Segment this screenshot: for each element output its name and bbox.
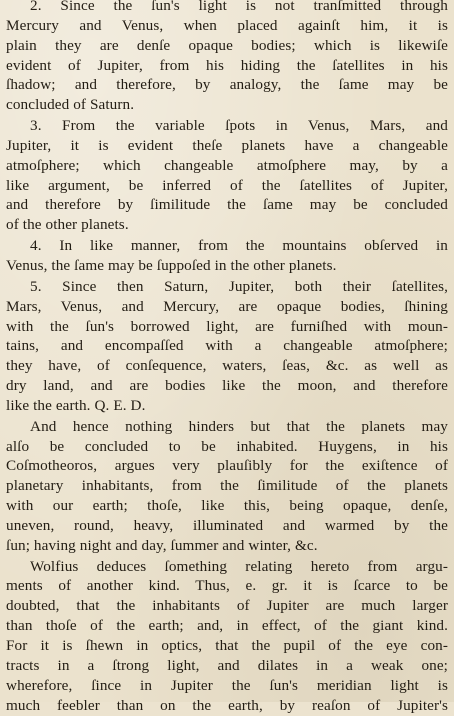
- text-line: and therefore by ſimilitude the ſame may be concluded: [6, 196, 448, 214]
- paragraph-5: [6, 277, 448, 416]
- text-line: doubted, that the inhabitants of Jupiter are much larger: [6, 597, 448, 615]
- paragraph-huygens: [6, 417, 448, 556]
- text-line: Coſmotheoros, argues very plauſibly for the exiſtence of: [6, 457, 448, 475]
- text-line: evident of Jupiter, from his hiding the ſatellites in his: [6, 56, 448, 74]
- text-line: like argument, be inferred of the ſatellites of Jupiter,: [6, 176, 448, 194]
- text-line: Wolfius deduces ſomething relating hereto from argu-: [30, 557, 448, 575]
- text-line: 3. From the variable ſpots in Venus, Mars, and: [30, 117, 448, 135]
- text-line: 2. Since the ſun's light is not tranſmitted through: [30, 0, 448, 14]
- text-line: For it is ſhewn in optics, that the pupil of the eye con-: [6, 637, 448, 654]
- text-line: than thoſe of the earth; and, in effect, of the giant kind.: [6, 617, 448, 635]
- text-line: ſun; having night and day, ſummer and winter, &c.: [6, 536, 318, 554]
- paragraph-4: [6, 236, 448, 276]
- text-line: Jupiter, it is evident theſe planets have a changeable: [6, 136, 448, 154]
- text-line: 4. In like manner, from the mountains obſerved in: [30, 237, 448, 255]
- text-line: planetary inhabitants, from the ſimilitude of the planets: [6, 477, 448, 495]
- text-line: Mercury and Venus, when placed againſt him, it is: [6, 16, 448, 34]
- text-line: tains, and encompaſſed with a changeable atmoſphere;: [6, 337, 448, 355]
- text-line: dry land, and are bodies like the moon, and therefore: [6, 377, 448, 395]
- text-line: tracts in a ſtrong light, and dilates in a weak one;: [6, 656, 448, 674]
- text-line: wherefore, ſince in Jupiter the ſun's meridian light is: [6, 676, 448, 694]
- text-line: concluded of Saturn.: [6, 96, 135, 114]
- text-line: much feebler than on the earth, by reaſon of Jupiter's: [6, 696, 448, 714]
- paragraph-3: [6, 116, 448, 235]
- text-line: plain they are denſe opaque bodies; which is likewiſe: [6, 36, 448, 54]
- text-line: 5. Since then Saturn, Jupiter, both their ſatellites,: [30, 277, 448, 295]
- paragraph-2: [6, 0, 448, 115]
- text-line: with the ſun's borrowed light, are furniſhed with moun-: [6, 317, 448, 335]
- text-line: ſhadow; and therefore, by analogy, the ſame may be: [6, 76, 448, 94]
- paragraph-wolfius: [6, 557, 448, 716]
- text-line: atmoſphere; which changeable atmoſphere may, by a: [6, 156, 448, 174]
- text-line: alſo be concluded to be inhabited. Huygens, in his: [6, 437, 448, 455]
- text-line: uneven, round, heavy, illuminated and warmed by the: [6, 516, 448, 534]
- page-text: [6, 0, 448, 716]
- text-line: of the other planets.: [6, 216, 129, 234]
- text-line: And hence nothing hinders but that the planets may: [30, 417, 448, 435]
- text-line: Mars, Venus, and Mercury, are opaque bodies, ſhining: [6, 297, 448, 315]
- text-line: like the earth. Q. E. D.: [6, 396, 146, 414]
- text-line: they have, of conſequence, waters, ſeas, &c. as well as: [6, 357, 448, 375]
- text-line: ments of another kind. Thus, e. gr. it is ſcarce to be: [6, 577, 448, 595]
- text-line: with our earth; thoſe, like this, being opaque, denſe,: [6, 497, 448, 515]
- text-line: Venus, the ſame may be ſuppoſed in the other planets.: [6, 256, 337, 274]
